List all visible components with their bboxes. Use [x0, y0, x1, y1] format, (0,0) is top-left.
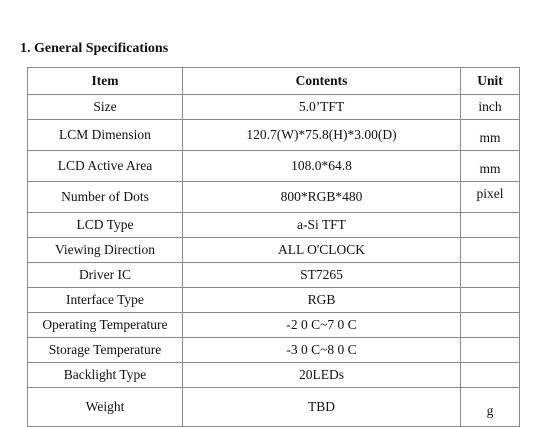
unit-cell: [461, 238, 520, 263]
unit-cell: mm: [461, 151, 520, 182]
item-cell: Size: [28, 95, 183, 120]
table-row: [28, 95, 520, 120]
contents-cell: ST7265: [183, 263, 461, 288]
unit-cell: mm: [461, 120, 520, 151]
item-cell: Driver IC: [28, 263, 183, 288]
contents-cell: 5.0’TFT: [183, 95, 461, 120]
unit-cell: [461, 313, 520, 338]
table-row: [28, 263, 520, 288]
header-contents: Contents: [183, 68, 461, 95]
table-row: [28, 313, 520, 338]
table-row: [28, 363, 520, 388]
contents-cell: 800*RGB*480: [183, 182, 461, 213]
header-unit: Unit: [461, 68, 520, 95]
table-row: [28, 288, 520, 313]
table-row: [28, 182, 520, 213]
contents-cell: -3 0 C~8 0 C: [183, 338, 461, 363]
unit-cell: pixel: [461, 182, 520, 213]
contents-cell: 108.0*64.8: [183, 151, 461, 182]
contents-cell: -2 0 C~7 0 C: [183, 313, 461, 338]
unit-cell: [461, 263, 520, 288]
contents-cell: 20LEDs: [183, 363, 461, 388]
item-cell: Viewing Direction: [28, 238, 183, 263]
unit-cell: [461, 213, 520, 238]
unit-cell: g: [461, 388, 520, 427]
unit-cell: inch: [461, 95, 520, 120]
unit-cell: [461, 288, 520, 313]
item-cell: Operating Temperature: [28, 313, 183, 338]
item-cell: Number of Dots: [28, 182, 183, 213]
table-row: [28, 338, 520, 363]
item-cell: LCD Active Area: [28, 151, 183, 182]
contents-cell: RGB: [183, 288, 461, 313]
table-row: [28, 388, 520, 427]
unit-cell: [461, 363, 520, 388]
table-row: [28, 213, 520, 238]
item-cell: Backlight Type: [28, 363, 183, 388]
item-cell: LCM Dimension: [28, 120, 183, 151]
specifications-table: [27, 67, 520, 427]
table-row: [28, 238, 520, 263]
item-cell: Storage Temperature: [28, 338, 183, 363]
item-cell: Interface Type: [28, 288, 183, 313]
table-row: [28, 151, 520, 182]
contents-cell: TBD: [183, 388, 461, 427]
unit-cell: [461, 338, 520, 363]
table-row: [28, 120, 520, 151]
contents-cell: 120.7(W)*75.8(H)*3.00(D): [183, 120, 461, 151]
item-cell: Weight: [28, 388, 183, 427]
item-cell: LCD Type: [28, 213, 183, 238]
header-item: Item: [28, 68, 183, 95]
section-heading: 1. General Specifications: [20, 41, 169, 56]
contents-cell: ALL O'CLOCK: [183, 238, 461, 263]
table-header-row: [28, 68, 520, 95]
contents-cell: a-Si TFT: [183, 213, 461, 238]
